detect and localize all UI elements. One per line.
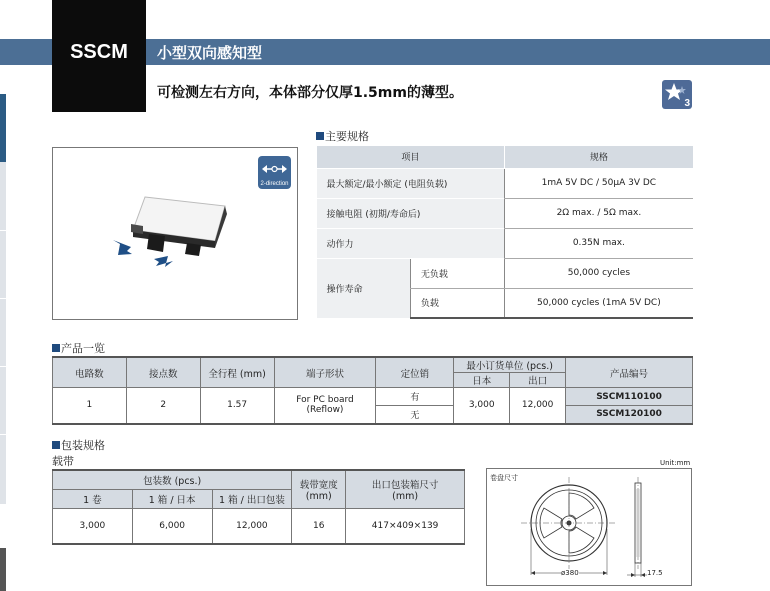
col-moq-export: 出口	[510, 373, 566, 388]
col-moq: 最小订货单位 (pcs.)	[454, 357, 566, 373]
cell-per-box-japan: 6,000	[132, 508, 212, 544]
spec-item: 操作寿命	[317, 258, 411, 318]
cell-code: SSCM120100	[566, 406, 693, 424]
spec-value: 50,000 cycles (1mA 5V DC)	[504, 288, 693, 318]
cell-moq-japan: 3,000	[454, 388, 510, 424]
packing-heading	[52, 437, 105, 453]
products-heading	[52, 340, 105, 356]
col-per-box-export: 1 箱 / 出口包装	[212, 489, 292, 508]
specs-col-spec: 规格	[504, 146, 693, 168]
side-nav-footer	[0, 548, 6, 591]
spec-value: 50,000 cycles	[504, 258, 693, 288]
reel-diameter: ø380	[561, 569, 579, 577]
col-moq-japan: 日本	[454, 373, 510, 388]
side-nav-divider	[0, 366, 6, 367]
page-subtitle: 可检测左右方向，本体部分仅厚1.5mm的薄型。	[157, 85, 463, 101]
cell-code: SSCM110100	[566, 388, 693, 406]
col-circuits: 电路数	[53, 357, 127, 388]
cell-circuits: 1	[53, 388, 127, 424]
col-qty: 包装数 (pcs.)	[53, 470, 292, 489]
model-box	[52, 0, 146, 112]
specs-heading	[316, 128, 369, 144]
col-box-size-unit: (mm)	[392, 490, 419, 502]
terminal-line: For PC board	[296, 395, 354, 406]
direction-label: 2-direction	[260, 181, 289, 187]
cell-terminal	[274, 388, 376, 424]
spec-item: 最大额定/最小额定 (电阻负载)	[317, 168, 505, 198]
cell-peg: 无	[376, 406, 454, 424]
spec-value: 0.35N max.	[504, 228, 693, 258]
col-travel: 全行程 (mm)	[200, 357, 274, 388]
col-terminal: 端子形状	[274, 357, 376, 388]
cell-per-reel: 3,000	[53, 508, 133, 544]
col-tape-width-label: 载带宽度	[299, 479, 338, 491]
col-box-size	[346, 470, 465, 508]
products-table	[52, 356, 693, 425]
unit-label: Unit:mm	[660, 459, 691, 467]
side-nav-divider	[0, 298, 6, 299]
spec-subitem: 无负载	[410, 258, 504, 288]
section-square-icon	[52, 344, 60, 352]
specs-col-item: 项目	[317, 146, 505, 168]
packing-heading-text: 包装规格	[61, 439, 105, 452]
side-nav-rule	[0, 94, 6, 504]
col-tape-width	[292, 470, 346, 508]
model-name: SSCM	[70, 41, 128, 63]
direction-badge	[258, 156, 291, 189]
col-contacts: 接点数	[126, 357, 200, 388]
spec-item: 动作力	[317, 228, 505, 258]
products-heading-text: 产品一览	[61, 342, 105, 355]
product-image	[52, 147, 298, 320]
table-row	[53, 388, 693, 406]
table-row	[317, 228, 694, 258]
col-code: 产品编号	[566, 357, 693, 388]
cell-tape-width: 16	[292, 508, 346, 544]
spec-subitem: 负载	[410, 288, 504, 318]
col-per-reel: 1 卷	[53, 489, 133, 508]
table-row	[317, 258, 694, 288]
cell-moq-export: 12,000	[510, 388, 566, 424]
table-row	[317, 198, 694, 228]
spec-value: 2Ω max. / 5Ω max.	[504, 198, 693, 228]
col-box-size-label: 出口包装箱尺寸	[371, 479, 439, 491]
spec-value: 1mA 5V DC / 50μA 3V DC	[504, 168, 693, 198]
spec-item: 接触电阻 (初期/寿命后)	[317, 198, 505, 228]
side-nav-active	[0, 94, 6, 162]
col-per-box-japan: 1 箱 / 日本	[132, 489, 212, 508]
cell-per-box-export: 12,000	[212, 508, 292, 544]
reel-drawing	[486, 468, 692, 586]
cell-peg: 有	[376, 388, 454, 406]
reel-width: 17.5	[647, 569, 663, 577]
table-row	[53, 508, 465, 544]
section-square-icon	[316, 132, 324, 140]
side-nav-divider	[0, 434, 6, 435]
side-nav-divider	[0, 230, 6, 231]
terminal-line: (Reflow)	[306, 405, 344, 416]
table-row	[317, 168, 694, 198]
specs-table	[316, 146, 693, 319]
two-direction-icon	[258, 156, 291, 180]
cell-contacts: 2	[126, 388, 200, 424]
col-peg: 定位销	[376, 357, 454, 388]
specs-heading-text: 主要规格	[325, 130, 369, 143]
reel-label: 卷盘尺寸	[490, 474, 518, 482]
page-title: 小型双向感知型	[157, 44, 263, 62]
section-square-icon	[52, 441, 60, 449]
packing-subheading: 载带	[52, 455, 74, 468]
rating-number: 3	[684, 98, 690, 109]
cell-travel: 1.57	[200, 388, 274, 424]
rating-badge	[662, 80, 692, 109]
packing-table	[52, 469, 465, 545]
col-tape-width-unit: (mm)	[305, 490, 332, 502]
cell-box-size: 417×409×139	[346, 508, 465, 544]
